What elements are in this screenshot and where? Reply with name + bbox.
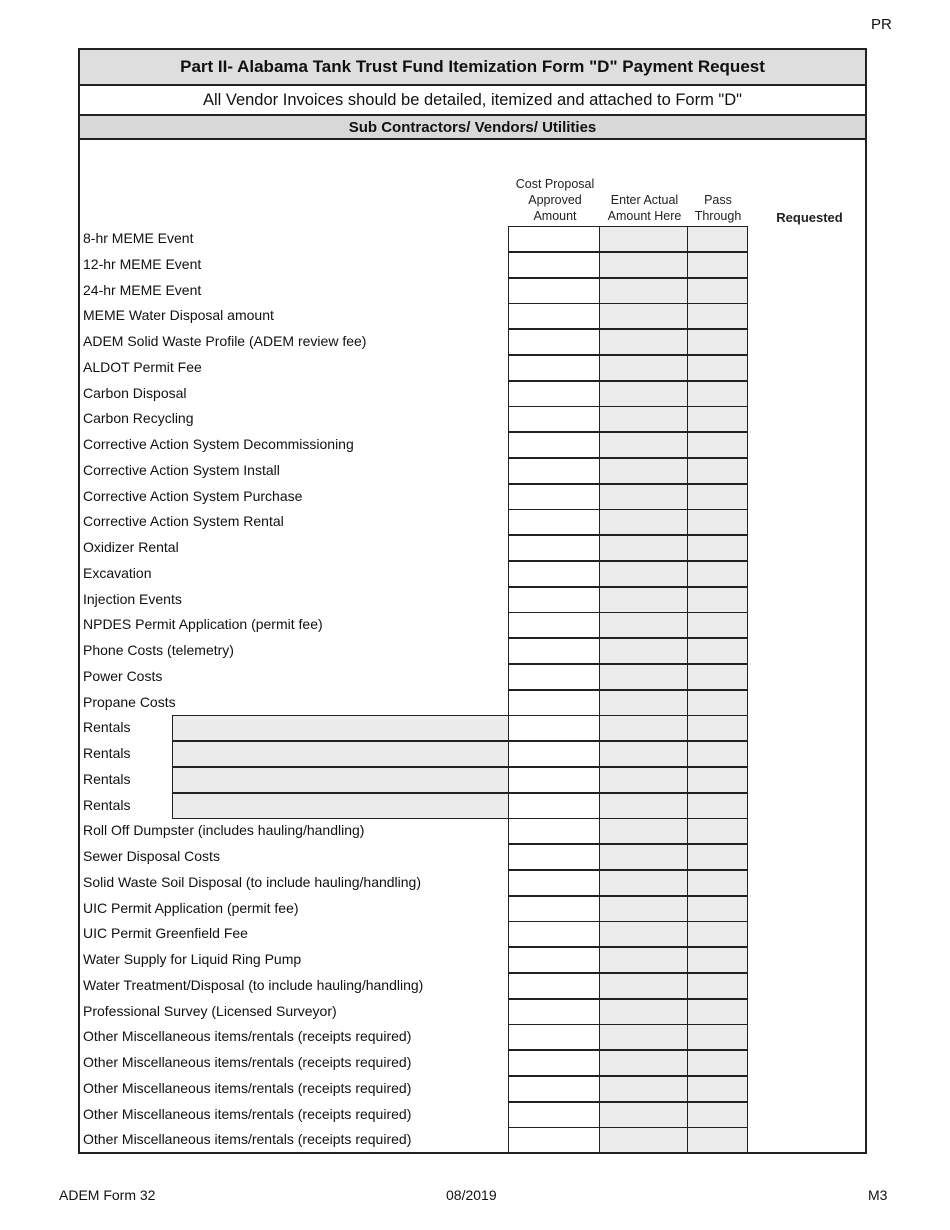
- pass-through-field[interactable]: [687, 1050, 748, 1076]
- row-label: Other Miscellaneous items/rentals (receipts required): [83, 1105, 412, 1122]
- pass-through-field[interactable]: [687, 921, 748, 947]
- pass-through-field[interactable]: [687, 664, 748, 690]
- table-row: [80, 458, 865, 484]
- actual-amount-field[interactable]: [599, 509, 688, 535]
- form-frame: [78, 48, 867, 1154]
- cost-proposal-amount-field[interactable]: [508, 226, 600, 252]
- actual-amount-field[interactable]: [599, 612, 688, 638]
- footer-date: 08/2019: [446, 1187, 497, 1203]
- table-row: [80, 587, 865, 613]
- actual-amount-field[interactable]: [599, 535, 688, 561]
- actual-amount-field[interactable]: [599, 999, 688, 1025]
- pass-through-field[interactable]: [687, 587, 748, 613]
- rental-description-field[interactable]: [172, 793, 509, 819]
- row-label: Rentals: [83, 745, 131, 761]
- row-label: Carbon Recycling: [83, 410, 194, 427]
- table-row: [80, 535, 865, 561]
- actual-amount-field[interactable]: [599, 638, 688, 664]
- row-label: Water Supply for Liquid Ring Pump: [83, 951, 302, 967]
- table-row: [80, 355, 865, 381]
- row-label: Rentals: [83, 796, 131, 813]
- actual-amount-field[interactable]: [599, 896, 688, 922]
- table-row: [80, 793, 865, 819]
- row-label: NPDES Permit Application (permit fee): [83, 616, 323, 633]
- corner-label: PR: [871, 16, 892, 33]
- actual-amount-field[interactable]: [599, 818, 688, 844]
- pass-through-field[interactable]: [687, 561, 748, 587]
- actual-amount-field[interactable]: [599, 432, 688, 458]
- cost-proposal-amount-field[interactable]: [508, 509, 600, 535]
- row-label: Injection Events: [83, 590, 182, 607]
- pass-through-field[interactable]: [687, 535, 748, 561]
- cost-proposal-amount-field[interactable]: [508, 947, 600, 973]
- actual-amount-field[interactable]: [599, 381, 688, 407]
- row-label: UIC Permit Greenfield Fee: [83, 925, 248, 942]
- row-label: Corrective Action System Install: [83, 461, 280, 478]
- table-row: [80, 767, 865, 793]
- pass-through-field[interactable]: [687, 458, 748, 484]
- table-row: [80, 252, 865, 278]
- column-header-pass-through: [684, 192, 752, 224]
- column-header-line: Through: [694, 209, 742, 223]
- row-label: Other Miscellaneous items/rentals (receipts required): [83, 1079, 412, 1096]
- table-row: [80, 1050, 865, 1076]
- row-label: Water Treatment/Disposal (to include hauling/handling): [83, 976, 424, 993]
- row-label: Solid Waste Soil Disposal (to include hauling/handling): [83, 873, 422, 890]
- cost-proposal-amount-field[interactable]: [508, 535, 600, 561]
- cost-proposal-amount-field[interactable]: [508, 252, 600, 278]
- column-header-line: Amount: [533, 209, 577, 223]
- actual-amount-field[interactable]: [599, 767, 688, 793]
- pass-through-field[interactable]: [687, 303, 748, 329]
- table-row: [80, 690, 865, 716]
- row-label: Carbon Disposal: [83, 384, 187, 401]
- cost-proposal-amount-field[interactable]: [508, 381, 600, 407]
- pass-through-field[interactable]: [687, 741, 748, 767]
- column-header-cost-proposal: [500, 176, 610, 224]
- pass-through-field[interactable]: [687, 1024, 748, 1050]
- pass-through-field[interactable]: [687, 715, 748, 741]
- pass-through-field[interactable]: [687, 818, 748, 844]
- table-row: [80, 561, 865, 587]
- table-row: [80, 741, 865, 767]
- table-row: [80, 1024, 865, 1050]
- row-label: 12-hr MEME Event: [83, 255, 202, 272]
- actual-amount-field[interactable]: [599, 741, 688, 767]
- cost-proposal-amount-field[interactable]: [508, 561, 600, 587]
- row-label: Rentals: [83, 770, 131, 787]
- actual-amount-field[interactable]: [599, 355, 688, 381]
- actual-amount-field[interactable]: [599, 329, 688, 355]
- cost-proposal-amount-field[interactable]: [508, 664, 600, 690]
- form-title: Part II- Alabama Tank Trust Fund Itemization Form "D" Payment Request: [80, 50, 865, 86]
- table-row: [80, 664, 865, 690]
- actual-amount-field[interactable]: [599, 690, 688, 716]
- table-row: [80, 612, 865, 638]
- column-header-line: Amount Here: [607, 209, 682, 223]
- pass-through-field[interactable]: [687, 1076, 748, 1102]
- actual-amount-field[interactable]: [599, 844, 688, 870]
- table-row: [80, 329, 865, 355]
- table-row: [80, 844, 865, 870]
- actual-amount-field[interactable]: [599, 226, 688, 252]
- actual-amount-field[interactable]: [599, 484, 688, 510]
- actual-amount-field[interactable]: [599, 252, 688, 278]
- row-label: MEME Water Disposal amount: [83, 307, 274, 324]
- actual-amount-field[interactable]: [599, 561, 688, 587]
- cost-proposal-amount-field[interactable]: [508, 715, 600, 741]
- actual-amount-field[interactable]: [599, 303, 688, 329]
- row-label: Corrective Action System Rental: [83, 513, 284, 530]
- actual-amount-field[interactable]: [599, 947, 688, 973]
- row-label: 24-hr MEME Event: [83, 281, 202, 298]
- pass-through-field[interactable]: [687, 278, 748, 304]
- cost-proposal-amount-field[interactable]: [508, 793, 600, 819]
- actual-amount-field[interactable]: [599, 1076, 688, 1102]
- cost-proposal-amount-field[interactable]: [508, 432, 600, 458]
- table-row: [80, 432, 865, 458]
- cost-proposal-amount-field[interactable]: [508, 844, 600, 870]
- column-header-line: Cost Proposal: [515, 177, 595, 191]
- pass-through-field[interactable]: [687, 999, 748, 1025]
- pass-through-field[interactable]: [687, 870, 748, 896]
- row-label: Roll Off Dumpster (includes hauling/handling): [83, 822, 365, 839]
- actual-amount-field[interactable]: [599, 870, 688, 896]
- pass-through-field[interactable]: [687, 484, 748, 510]
- cost-proposal-amount-field[interactable]: [508, 818, 600, 844]
- table-row: [80, 226, 865, 252]
- actual-amount-field[interactable]: [599, 973, 688, 999]
- cost-proposal-amount-field[interactable]: [508, 638, 600, 664]
- pass-through-field[interactable]: [687, 226, 748, 252]
- table-row: [80, 999, 865, 1025]
- row-label: Corrective Action System Purchase: [83, 487, 303, 504]
- footer-page-code: M3: [868, 1187, 888, 1203]
- pass-through-field[interactable]: [687, 947, 748, 973]
- row-label: Rentals: [83, 719, 131, 736]
- actual-amount-field[interactable]: [599, 793, 688, 819]
- pass-through-field[interactable]: [687, 1102, 748, 1128]
- cost-proposal-amount-field[interactable]: [508, 1024, 600, 1050]
- actual-amount-field[interactable]: [599, 1102, 688, 1128]
- actual-amount-field[interactable]: [599, 1127, 688, 1153]
- table-row: [80, 484, 865, 510]
- actual-amount-field[interactable]: [599, 715, 688, 741]
- cost-proposal-amount-field[interactable]: [508, 484, 600, 510]
- pass-through-field[interactable]: [687, 1127, 748, 1153]
- cost-proposal-amount-field[interactable]: [508, 741, 600, 767]
- pass-through-field[interactable]: [687, 355, 748, 381]
- cost-proposal-amount-field[interactable]: [508, 587, 600, 613]
- actual-amount-field[interactable]: [599, 664, 688, 690]
- pass-through-field[interactable]: [687, 844, 748, 870]
- cost-proposal-amount-field[interactable]: [508, 612, 600, 638]
- cost-proposal-amount-field[interactable]: [508, 1076, 600, 1102]
- cost-proposal-amount-field[interactable]: [508, 329, 600, 355]
- table-row: [80, 1076, 865, 1102]
- row-label: Other Miscellaneous items/rentals (receipts required): [83, 1028, 412, 1045]
- row-label: Excavation: [83, 564, 152, 581]
- table-row: [80, 638, 865, 664]
- row-label: Other Miscellaneous items/rentals (receipts required): [83, 1054, 412, 1070]
- cost-proposal-amount-field[interactable]: [508, 1127, 600, 1153]
- actual-amount-field[interactable]: [599, 1050, 688, 1076]
- cost-proposal-amount-field[interactable]: [508, 999, 600, 1025]
- cost-proposal-amount-field[interactable]: [508, 458, 600, 484]
- row-label: Professional Survey (Licensed Surveyor): [83, 1002, 337, 1019]
- pass-through-field[interactable]: [687, 329, 748, 355]
- pass-through-field[interactable]: [687, 793, 748, 819]
- pass-through-field[interactable]: [687, 612, 748, 638]
- table-row: [80, 921, 865, 947]
- cost-proposal-amount-field[interactable]: [508, 1102, 600, 1128]
- cost-proposal-amount-field[interactable]: [508, 870, 600, 896]
- column-header-line: Enter Actual: [610, 193, 679, 207]
- pass-through-field[interactable]: [687, 767, 748, 793]
- column-header-actual: [597, 192, 692, 224]
- row-label: Other Miscellaneous items/rentals (receipts required): [83, 1131, 412, 1148]
- actual-amount-field[interactable]: [599, 406, 688, 432]
- column-header-line: Pass: [704, 193, 732, 207]
- cost-proposal-amount-field[interactable]: [508, 921, 600, 947]
- table-row: [80, 973, 865, 999]
- footer-form-id: ADEM Form 32: [59, 1187, 156, 1203]
- pass-through-field[interactable]: [687, 381, 748, 407]
- rental-description-field[interactable]: [172, 767, 509, 793]
- row-label: Propane Costs: [83, 693, 176, 710]
- row-label: Phone Costs (telemetry): [83, 642, 234, 658]
- rental-description-field[interactable]: [172, 715, 509, 741]
- cost-proposal-amount-field[interactable]: [508, 690, 600, 716]
- pass-through-field[interactable]: [687, 690, 748, 716]
- table-row: [80, 947, 865, 973]
- pass-through-field[interactable]: [687, 973, 748, 999]
- table-row: [80, 406, 865, 432]
- cost-proposal-amount-field[interactable]: [508, 278, 600, 304]
- table-row: [80, 1102, 865, 1128]
- table-row: [80, 278, 865, 304]
- table-row: [80, 303, 865, 329]
- section-header: Sub Contractors/ Vendors/ Utilities: [80, 116, 865, 140]
- cost-proposal-amount-field[interactable]: [508, 767, 600, 793]
- actual-amount-field[interactable]: [599, 278, 688, 304]
- cost-proposal-amount-field[interactable]: [508, 896, 600, 922]
- table-row: [80, 381, 865, 407]
- row-label: UIC Permit Application (permit fee): [83, 899, 299, 916]
- form-subtitle: All Vendor Invoices should be detailed, itemized and attached to Form "D": [80, 86, 865, 116]
- cost-proposal-amount-field[interactable]: [508, 973, 600, 999]
- row-label: Corrective Action System Decommissioning: [83, 436, 354, 452]
- row-label: 8-hr MEME Event: [83, 230, 194, 246]
- actual-amount-field[interactable]: [599, 587, 688, 613]
- pass-through-field[interactable]: [687, 896, 748, 922]
- table-row: [80, 818, 865, 844]
- row-label: Power Costs: [83, 667, 163, 684]
- rental-description-field[interactable]: [172, 741, 509, 767]
- table-row: [80, 1127, 865, 1153]
- cost-proposal-amount-field[interactable]: [508, 303, 600, 329]
- pass-through-field[interactable]: [687, 252, 748, 278]
- row-label: ADEM Solid Waste Profile (ADEM review fee): [83, 333, 367, 349]
- pass-through-field[interactable]: [687, 638, 748, 664]
- actual-amount-field[interactable]: [599, 921, 688, 947]
- row-label: ALDOT Permit Fee: [83, 358, 202, 375]
- row-label: Sewer Disposal Costs: [83, 848, 220, 864]
- column-header-line: Approved: [528, 193, 582, 207]
- cost-proposal-amount-field[interactable]: [508, 1050, 600, 1076]
- column-header-requested: Requested: [776, 210, 843, 225]
- cost-proposal-amount-field[interactable]: [508, 406, 600, 432]
- pass-through-field[interactable]: [687, 406, 748, 432]
- table-row: [80, 509, 865, 535]
- table-row: [80, 870, 865, 896]
- cost-proposal-amount-field[interactable]: [508, 355, 600, 381]
- actual-amount-field[interactable]: [599, 458, 688, 484]
- row-label: Oxidizer Rental: [83, 539, 179, 555]
- table-row: [80, 896, 865, 922]
- pass-through-field[interactable]: [687, 432, 748, 458]
- actual-amount-field[interactable]: [599, 1024, 688, 1050]
- pass-through-field[interactable]: [687, 509, 748, 535]
- table-row: [80, 715, 865, 741]
